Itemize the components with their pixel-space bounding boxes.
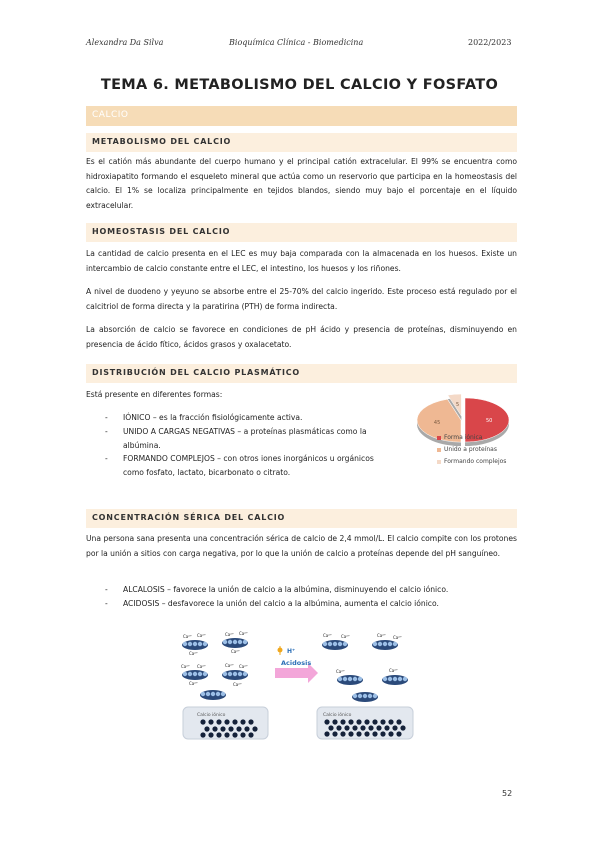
- calcium-ion-label: Ca²⁺: [189, 651, 198, 656]
- paragraph-homeostasis-2: A nivel de duodeno y yeyuno se absorbe entre el 25-70% del calcio ingerido. Este proceso está regulado por el calcitriol de forma directa y la paratirina (PTH) de forma indirecta.: [86, 287, 517, 311]
- section-title: CALCIO: [92, 110, 129, 120]
- box-label: Calcio iónico: [323, 713, 352, 718]
- calcium-dot: [356, 731, 361, 736]
- calcium-dot: [204, 726, 209, 731]
- calcium-dot: [240, 719, 245, 724]
- calcium-dot: [364, 719, 369, 724]
- albumin-protein: [181, 664, 208, 686]
- calcium-dot: [232, 719, 237, 724]
- calcium-ion-label: Ca²⁺: [239, 631, 248, 636]
- protein-group-right: [322, 633, 408, 702]
- calcium-ion-label: Ca²⁺: [393, 635, 402, 640]
- calcium-ion-label: Ca²⁺: [225, 663, 234, 668]
- list-item: - FORMANDO COMPLEJOS – con otros iones inorgánicos u orgánicos como fosfato, lactato, bicarbonato o citrato.: [105, 452, 397, 480]
- box-label: Calcio iónico: [197, 713, 226, 718]
- calcium-dot: [224, 732, 229, 737]
- calcium-ion-label: Ca²⁺: [231, 649, 240, 654]
- calcium-dot: [364, 731, 369, 736]
- calcium-dot: [348, 731, 353, 736]
- page-title: TEMA 6. METABOLISMO DEL CALCIO Y FOSFATO: [100, 77, 499, 93]
- calcium-dot: [344, 725, 349, 730]
- calcium-dot: [216, 732, 221, 737]
- calcium-dot: [208, 732, 213, 737]
- calcium-ion-label: Ca²⁺: [377, 633, 386, 638]
- list-item: - ALCALOSIS – favorece la unión de calcio a la albúmina, disminuyendo el calcio iónico.: [105, 583, 517, 597]
- legend-swatch: [437, 436, 441, 440]
- albumin-protein: [336, 669, 363, 685]
- calcium-dot: [388, 719, 393, 724]
- calcium-dot: [340, 731, 345, 736]
- calcium-dot: [212, 726, 217, 731]
- calcium-dot: [248, 732, 253, 737]
- calcium-dot: [228, 726, 233, 731]
- calcium-ion-label: Ca²⁺: [225, 632, 234, 637]
- subsection-heading: DISTRIBUCIÓN DEL CALCIO PLASMÁTICO: [92, 368, 301, 377]
- calcium-dot: [340, 719, 345, 724]
- calcium-dots-right: [324, 719, 405, 736]
- section-band-calcio: [86, 106, 517, 126]
- calcium-dot: [400, 725, 405, 730]
- calcium-dot: [384, 725, 389, 730]
- calcium-dot: [396, 719, 401, 724]
- calcium-ion-label: Ca²⁺: [233, 682, 242, 687]
- albumin-protein: [382, 668, 408, 685]
- h-plus-label: H⁺: [287, 648, 296, 655]
- calcium-dot: [336, 725, 341, 730]
- subsection-band-concentracion: [86, 509, 517, 528]
- subsection-band-homeostasis: [86, 223, 517, 242]
- paragraph-concentracion: Una persona sana presenta una concentración sérica de calcio de 2,4 mmol/L. El calcio compite con los protones por la unión a sitios con carga negativa, por lo que la unión de calcio a proteínas depende del pH sanguíneo.: [86, 534, 517, 558]
- albumin-protein: [222, 631, 248, 654]
- calcium-dot: [376, 725, 381, 730]
- calcium-dot: [332, 731, 337, 736]
- calcium-dot: [236, 726, 241, 731]
- calcium-dot: [208, 719, 213, 724]
- calcium-dot: [200, 732, 205, 737]
- albumin-protein: [222, 663, 248, 687]
- calcium-ion-label: Ca²⁺: [341, 634, 350, 639]
- list-distribucion: [105, 411, 397, 480]
- pie-slice-label: 5: [455, 402, 460, 409]
- calcium-dot: [380, 719, 385, 724]
- calcium-dot: [380, 731, 385, 736]
- albumin-protein: [182, 633, 208, 656]
- calcium-dot: [232, 732, 237, 737]
- calcium-ion-label: Ca²⁺: [239, 664, 248, 669]
- albumin-protein: [322, 633, 350, 650]
- protein-group-left: [181, 631, 248, 700]
- calcium-dot: [356, 719, 361, 724]
- calcium-ion-label: Ca²⁺: [197, 633, 206, 638]
- legend-label: Unido a proteínas: [444, 446, 497, 453]
- pie-chart: [400, 390, 520, 450]
- calcium-ion-label: Ca²⁺: [189, 681, 198, 686]
- subsection-band-distribucion: [86, 364, 517, 383]
- paragraph-distribucion-intro: Está presente en diferentes formas:: [86, 390, 223, 399]
- header-subject: Bioquímica Clínica - Biomedicina: [229, 38, 364, 47]
- legend-item: [437, 446, 497, 453]
- legend-label: Formando complejos: [444, 458, 507, 465]
- page-number: 52: [502, 789, 513, 798]
- calcium-ion-label: Ca²⁺: [336, 669, 345, 674]
- acidosis-figure: [175, 625, 430, 740]
- calcium-dot: [224, 719, 229, 724]
- subsection-heading: METABOLISMO DEL CALCIO: [92, 137, 232, 146]
- calcium-dot: [348, 719, 353, 724]
- legend-swatch: [437, 448, 441, 452]
- calcium-dot: [216, 719, 221, 724]
- paragraph-homeostasis-3: La absorción de calcio se favorece en condiciones de pH ácido y presencia de proteínas, disminuyendo en presencia de ácido fítico, ácidos grasos y oxalacetato.: [86, 325, 517, 349]
- paragraph-homeostasis-1: La cantidad de calcio presenta en el LEC es muy baja comparada con la almacenada en los huesos. Existe un intercambio de calcio constante entre el LEC, el intestino, los huesos y los riñones.: [86, 249, 517, 273]
- list-item: - UNIDO A CARGAS NEGATIVAS – a proteínas plasmáticas como la albúmina.: [105, 425, 397, 453]
- header-year: 2022/2023: [468, 38, 512, 47]
- calcium-ion-label: Ca²⁺: [323, 633, 332, 638]
- calcium-dot: [396, 731, 401, 736]
- calcium-ion-label: Ca²⁺: [181, 664, 190, 669]
- calcium-ion-label: Ca²⁺: [197, 664, 206, 669]
- paragraph-metabolismo: Es el catión más abundante del cuerpo humano y el principal catión extracelular. El 99% se encuentra como hidroxiapatito formando el esqueleto mineral que actúa como un reservorio que participa en la homeostasis del calcio. El 1% se localiza principalmente en tejidos blandos, siendo muy bajo el porcentaje en el líquido extracelular.: [86, 157, 517, 210]
- calcium-dot: [368, 725, 373, 730]
- calcium-dot: [248, 719, 253, 724]
- calcium-dot: [392, 725, 397, 730]
- list-concentracion: [105, 583, 517, 611]
- calcium-dot: [372, 731, 377, 736]
- calcium-dot: [360, 725, 365, 730]
- legend-item: [437, 458, 506, 465]
- calcium-dot: [252, 726, 257, 731]
- albumin-protein: [352, 692, 378, 702]
- calcium-dot: [372, 719, 377, 724]
- list-item: - IÓNICO – es la fracción fisiológicamente activa.: [105, 411, 397, 425]
- calcium-ion-label: Ca²⁺: [183, 634, 192, 639]
- pie-slice-label: 45: [433, 420, 441, 427]
- subsection-heading: HOMEOSTASIS DEL CALCIO: [92, 227, 231, 236]
- calcium-dot: [324, 719, 329, 724]
- list-item: - ACIDOSIS – desfavorece la unión del calcio a la albúmina, aumenta el calcio iónico.: [105, 597, 517, 611]
- pie-slice-label: 50: [486, 418, 493, 424]
- calcium-dot: [220, 726, 225, 731]
- calcium-dot: [324, 731, 329, 736]
- albumin-protein: [200, 690, 226, 700]
- calcium-dots-left: [200, 719, 257, 737]
- calcium-dot: [328, 725, 333, 730]
- legend-item: [437, 434, 482, 441]
- calcium-dot: [240, 732, 245, 737]
- legend-swatch: [437, 460, 441, 464]
- calcium-dot: [200, 719, 205, 724]
- calcium-dot: [244, 726, 249, 731]
- header-author: Alexandra Da Silva: [86, 38, 164, 47]
- calcium-dot: [388, 731, 393, 736]
- subsection-band-metabolismo: [86, 133, 517, 152]
- subsection-heading: CONCENTRACIÓN SÉRICA DEL CALCIO: [92, 513, 286, 522]
- calcium-ion-label: Ca²⁺: [389, 668, 398, 673]
- calcium-dot: [332, 719, 337, 724]
- acidosis-label: Acidosis: [281, 659, 312, 667]
- legend-label: Forma iónica: [444, 434, 483, 441]
- calcium-dot: [352, 725, 357, 730]
- albumin-protein: [372, 633, 402, 650]
